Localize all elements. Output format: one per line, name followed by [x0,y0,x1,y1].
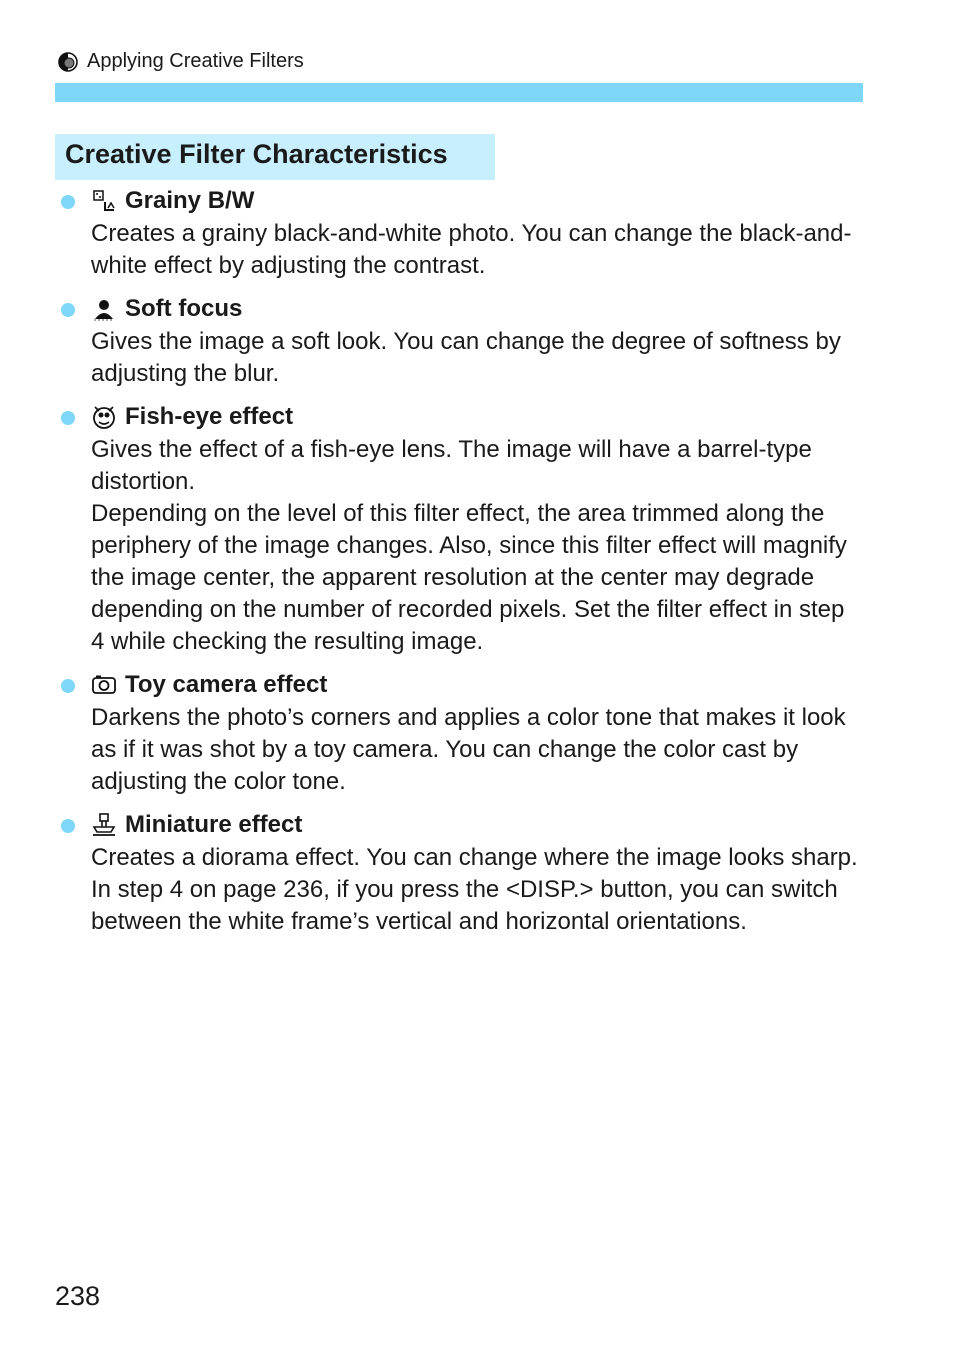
soft-focus-icon [91,296,117,322]
filter-item-title: Grainy B/W [125,187,255,214]
filter-item-description: Creates a grainy black-and-white photo. You can change the black-and-white effect by adjusting the contrast. [91,220,852,279]
filter-item-heading [91,668,954,702]
filter-item-description: Darkens the photo’s corners and applies a color tone that makes it look as if it was shot by a toy camera. You can change the color cast by adjusting the color tone. [91,704,846,795]
filter-item [0,668,954,798]
filter-item-description: Gives the image a soft look. You can change the degree of softness by adjusting the blur. [91,328,841,387]
filter-item [0,292,954,390]
toy-camera-icon [91,672,117,698]
bullet-dot [61,195,75,209]
header-rule [55,83,863,102]
filter-item [0,808,954,938]
filter-item-title: Miniature effect [125,811,303,838]
filter-item [0,400,954,658]
page-number: 238 [55,1281,101,1311]
creative-filter-icon [57,51,79,73]
filter-item [0,184,954,282]
filter-item-title: Toy camera effect [125,671,328,698]
filter-item-heading [91,184,954,218]
header-title: Applying Creative Filters [87,50,304,72]
filter-item-heading [91,292,954,326]
filter-item-description: Gives the effect of a fish-eye lens. The image will have a barrel-type distortion. [91,436,812,495]
miniature-icon [91,812,117,838]
bullet-dot [61,411,75,425]
page-header [57,50,304,73]
filter-item-title: Soft focus [125,295,243,322]
bullet-dot [61,819,75,833]
grainy-bw-icon [91,188,117,214]
section-title: Creative Filter Characteristics [55,134,495,180]
filter-item-description: Depending on the level of this filter effect, the area trimmed along the periphery of the image changes. Also, since this filter effect will magnify the image center, the apparent resolution at the center may degrade depending on the number of recorded pixels. Set the filter effect in step 4 while checking the resulting image. [91,500,847,655]
filter-item-title: Fish-eye effect [125,403,294,430]
filter-item-description: Creates a diorama effect. You can change where the image looks sharp. In step 4 on page 236, if you press the <DISP.> button, you can switch between the white frame’s vertical and horizontal orientations. [91,844,858,935]
fish-eye-icon [91,404,117,430]
bullet-dot [61,303,75,317]
filter-item-heading [91,808,954,842]
bullet-dot [61,679,75,693]
filter-list [0,184,954,948]
filter-item-heading [91,400,954,434]
